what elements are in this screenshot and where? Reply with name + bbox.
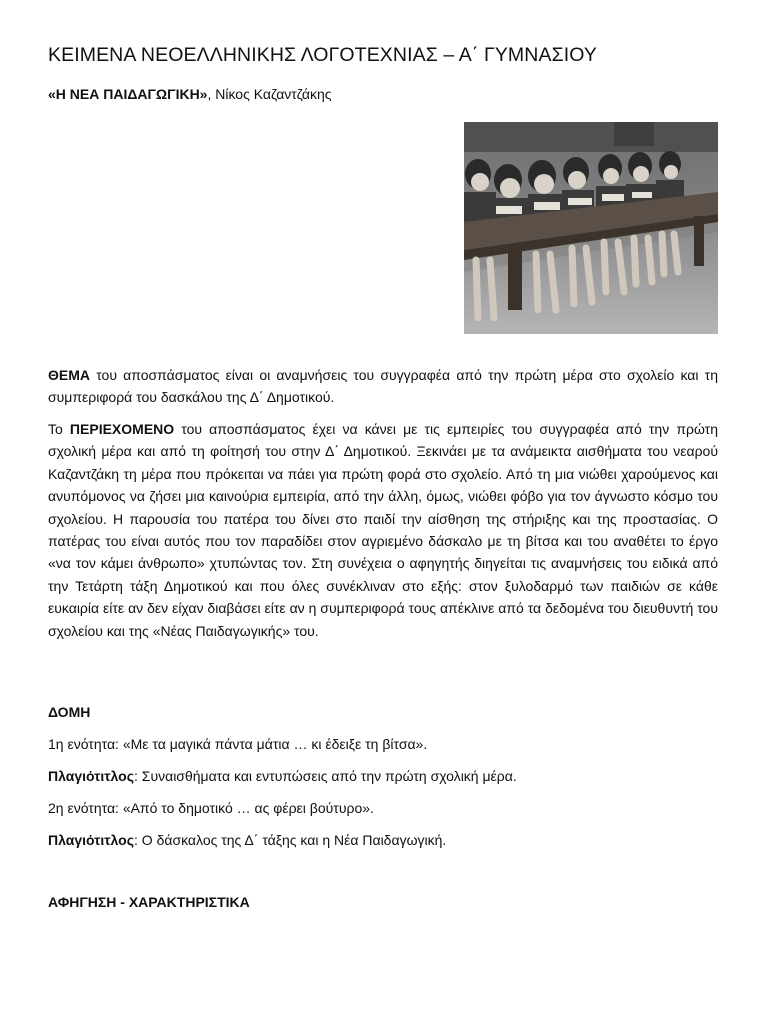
- work-and-author: [48, 86, 332, 102]
- section-1-subtitle: [48, 768, 517, 784]
- subtitle-1-label: Πλαγιότιτλος: [48, 768, 135, 784]
- document-title: ΚΕΙΜΕΝΑ ΝΕΟΕΛΛΗΝΙΚΗΣ ΛΟΓΟΤΕΧΝΙΑΣ – Α΄ ΓΥΜΝΑΣΙΟΥ: [48, 44, 597, 66]
- section-2-subtitle: [48, 832, 446, 848]
- section-1: 1η ενότητα: «Με τα μαγικά πάντα μάτια … κι έδειξε τη βίτσα».: [48, 736, 428, 752]
- theme-paragraph: [48, 364, 718, 409]
- narration-heading: ΑΦΗΓΗΣΗ - ΧΑΡΑΚΤΗΡΙΣΤΙΚΑ: [48, 894, 250, 910]
- theme-label: ΘΕΜΑ: [48, 367, 90, 383]
- subtitle-2-text: : Ο δάσκαλος της Δ΄ τάξης και η Νέα Παιδαγωγική.: [134, 832, 447, 848]
- work-title: «Η ΝΕΑ ΠΑΙΔΑΓΩΓΙΚΗ»: [48, 86, 208, 102]
- subtitle-1-text: : Συναισθήματα και εντυπώσεις από την πρώτη σχολική μέρα.: [134, 768, 517, 784]
- structure-heading: ΔΟΜΗ: [48, 704, 91, 720]
- content-paragraph: [48, 418, 718, 642]
- section-2: 2η ενότητα: «Από το δημοτικό … ας φέρει βούτυρο».: [48, 800, 374, 816]
- content-text: του αποσπάσματος έχει να κάνει με τις εμπειρίες του συγγραφέα από την πρώτη σχολική μέρα και από τη φοίτησή του στην Δ΄ Δημοτικού. Ξεκινάει με τα ανάμεικτα αισθήματα του νεαρού Καζαντζάκη τη μέρα που πρόκειται να πάει για πρώτη φορά στο σχολείο. Από τη μια νιώθει χαρούμενος και ανυπόμονος να ζήσει μια καινούρια εμπειρία, από την άλλη, όμως, νιώθει φόβο για τον άγνωστο κόσμο του σχολείου. Η παρουσία του πατέρα του δίνει στο παιδί την αίσθηση της στήριξης και της προστασίας. Ο πατέρας του είναι αυτός που τον παραδίδει στον αγριεμένο δάσκαλο με τη βίτσα και του αναθέτει το έργο «να τον κάμει άνθρωπο» χτυπώντας τον. Στη συνέχεια ο αφηγητής διηγείται τις αναμνήσεις του ειδικά από την Τετάρτη τάξη Δημοτικού και που όλες συνέκλιναν στο εξής: στον ξυλοδαρμό των παιδιών σε κάθε ευκαιρία είτε αν δεν είχαν διαβάσει είτε αν η συμπεριφορά τους απέκλινε από τα δεδομένα του διευθυντή του σχολείου και της «Νέας Παιδαγωγικής» του.: [48, 421, 718, 639]
- content-label: ΠΕΡΙΕΧΟΜΕΝΟ: [69, 421, 175, 437]
- author-name: , Νίκος Καζαντζάκης: [207, 86, 332, 102]
- classroom-children-photo: [464, 122, 718, 334]
- subtitle-2-label: Πλαγιότιτλος: [48, 832, 135, 848]
- theme-text: του αποσπάσματος είναι οι αναμνήσεις του συγγραφέα από την πρώτη μέρα στο σχολείο και τη συμπεριφορά του δασκάλου της Δ΄ Δημοτικού.: [48, 367, 718, 406]
- content-prefix: Το: [48, 421, 70, 437]
